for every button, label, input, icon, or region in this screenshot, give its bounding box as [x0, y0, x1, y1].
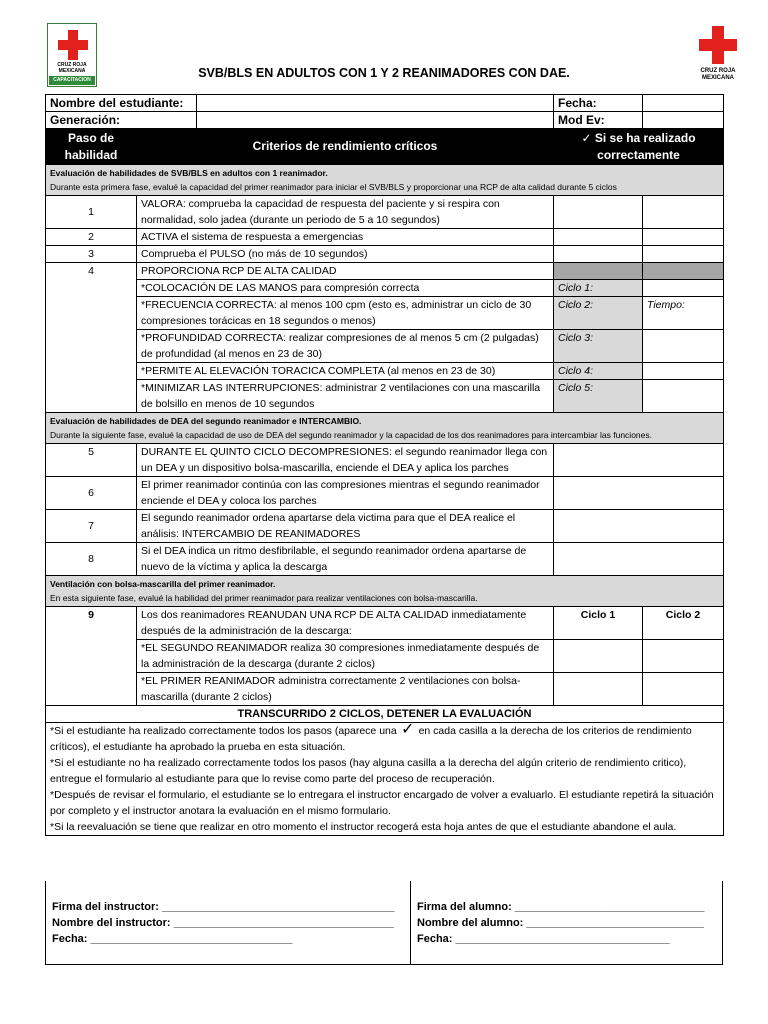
logo-left-band: CAPACITACION — [49, 76, 95, 85]
substep-row — [46, 380, 724, 413]
generation-row — [46, 112, 554, 129]
substep-criteria: *FRECUENCIA CORRECTA: al menos 100 cpm (esto es, administrar un ciclo de 30 compresiones torácicas en 18 segundos o menos) — [137, 297, 554, 330]
step-row — [46, 444, 724, 477]
criteria-column-header: Criterios de rendimiento críticos — [137, 129, 554, 165]
section-header — [46, 413, 724, 444]
step-criteria: Comprueba el PULSO (no más de 10 segundos) — [137, 246, 554, 263]
step-row — [46, 246, 724, 263]
section-header — [46, 576, 724, 607]
mod-ev-field[interactable] — [643, 112, 724, 129]
disabled-cell — [643, 263, 724, 280]
substep-criteria: *MINIMIZAR LAS INTERRUPCIONES: administrar 2 ventilaciones con una mascarilla de bolsillo en menos de 10 segundos — [137, 380, 554, 413]
stop-evaluation-banner: TRANSCURRIDO 2 CICLOS, DETENER LA EVALUACIÓN — [46, 706, 724, 723]
check-cell[interactable] — [643, 246, 724, 263]
note-passed-text-b: en cada casilla a la derecha de los criterios de rendimiento críticos), el estudiante ha aprobado la prueba en esta situación. — [50, 725, 692, 753]
step-number: 6 — [46, 477, 137, 510]
cycle-cell[interactable]: Ciclo 2: — [554, 297, 643, 330]
instructor-name-line[interactable]: Nombre del instructor: ____________________________________ — [52, 917, 394, 929]
note-reevaluation: *Después de revisar el formulario, el estudiante se lo entregara el instructor encargado de volver a evaluarlo. El estudiante repetirá la situación por completo y el instructor anotara la evaluación en el mismo formulario. — [50, 789, 714, 817]
cycle-cell[interactable]: Ciclo 3: — [554, 330, 643, 363]
cycle-cell[interactable]: Ciclo 4: — [554, 363, 643, 380]
extra-cell[interactable] — [643, 280, 724, 297]
step-criteria: Si el DEA indica un ritmo desfibrilable, el segundo reanimador ordena apartarse de nuevo de la víctima y aplica la descarga — [137, 543, 554, 576]
step-number: 8 — [46, 543, 137, 576]
step-number: 5 — [46, 444, 137, 477]
step-criteria: ACTIVA el sistema de respuesta a emergencias — [137, 229, 554, 246]
step-criteria: El segundo reanimador ordena apartarse dela victima para que el DEA realice el análisis: INTERCAMBIO DE REANIMADORES — [137, 510, 554, 543]
step-criteria: PROPORCIONA RCP DE ALTA CALIDAD — [137, 263, 554, 280]
extra-cell[interactable] — [643, 330, 724, 363]
check-cell[interactable] — [554, 229, 643, 246]
student-name-label: Nombre del estudiante: — [46, 95, 197, 111]
check-cell[interactable] — [554, 640, 643, 673]
cycle-cell[interactable]: Ciclo 1: — [554, 280, 643, 297]
step-number: 1 — [46, 196, 137, 229]
date-label: Fecha: — [554, 95, 643, 112]
substep-criteria: *PROFUNDIDAD CORRECTA: realizar compresiones de al menos 5 cm (2 pulgadas) de profundidad (al menos en 23 de 30) — [137, 330, 554, 363]
step-criteria: DURANTE EL QUINTO CICLO DECOMPRESIONES: el segundo reanimador llega con un DEA y un dispositivo bolsa-mascarilla, enciende el DEA y aplica los parches — [137, 444, 554, 477]
step-number: 7 — [46, 510, 137, 543]
document-title: SVB/BLS EN ADULTOS CON 1 Y 2 REANIMADORES CON DAE. — [198, 66, 570, 80]
cruz-roja-logo — [694, 26, 742, 84]
step-number: 9 — [46, 607, 137, 706]
check-cell[interactable] — [554, 444, 724, 477]
step-number: 2 — [46, 229, 137, 246]
step-row — [46, 543, 724, 576]
step-number: 3 — [46, 246, 137, 263]
substep-row — [46, 363, 724, 380]
note-passed — [50, 723, 719, 755]
substep-criteria: *EL PRIMER REANIMADOR administra correctamente 2 ventilaciones con bolsa-mascarilla (durante 2 ciclos) — [137, 673, 554, 706]
step-row — [46, 229, 724, 246]
check-cell[interactable] — [643, 673, 724, 706]
check-cell[interactable] — [643, 640, 724, 673]
cycle2-header: Ciclo 2 — [643, 607, 724, 640]
student-date-line[interactable]: Fecha: ___________________________________ — [417, 933, 670, 945]
signature-block — [45, 881, 723, 965]
extra-cell[interactable] — [643, 380, 724, 413]
substep-criteria: *PERMITE AL ELEVACIÓN TORACICA COMPLETA (al menos en 23 de 30) — [137, 363, 554, 380]
instructions-notes — [46, 723, 724, 836]
substep-criteria: *EL SEGUNDO REANIMADOR realiza 30 compresiones inmediatamente después de la administración de la descarga (durante 2 ciclos) — [137, 640, 554, 673]
logo-right-text: CRUZ ROJA MEXICANA — [700, 68, 736, 81]
section-title: Evaluación de habilidades de DEA del segundo reanimador e INTERCAMBIO. — [50, 416, 362, 426]
cycle-cell[interactable]: Ciclo 5: — [554, 380, 643, 413]
student-signature-column — [411, 881, 722, 964]
section-description: En esta siguiente fase, evalué la habilidad del primer reanimador para realizar ventilaciones con bolsa-mascarilla. — [50, 593, 478, 603]
section-description: Durante la siguiente fase, evalué la capacidad de uso de DEA del segundo reanimador y la capacidad de los dos reanimadores para intercambiar las funciones. — [50, 430, 652, 440]
student-name-line[interactable]: Nombre del alumno: _____________________________ — [417, 917, 704, 929]
red-cross-icon — [699, 26, 737, 64]
step-row — [46, 196, 724, 229]
extra-cell[interactable] — [643, 363, 724, 380]
substep-row — [46, 673, 724, 706]
date-field[interactable] — [643, 95, 724, 112]
step-criteria: Los dos reanimadores REANUDAN UNA RCP DE ALTA CALIDAD inmediatamente después de la administración de la descarga: — [137, 607, 554, 640]
red-cross-icon — [58, 30, 88, 60]
logo-left-text: CRUZ ROJA MEXICANA — [57, 62, 87, 74]
substep-criteria: *COLOCACIÓN DE LAS MANOS para compresión correcta — [137, 280, 554, 297]
note-failed: *Si el estudiante no ha realizado correctamente todos los pasos (hay alguna casilla a la derecha del algún criterio de rendimiento critico), entregue el formulario al estudiante para que lo revise como parte del proceso de recuperación. — [50, 757, 687, 785]
cycle1-header: Ciclo 1 — [554, 607, 643, 640]
step-row — [46, 510, 724, 543]
check-cell[interactable] — [554, 510, 724, 543]
checkmark-icon: ✓ — [581, 130, 592, 145]
generation-field[interactable] — [197, 112, 553, 128]
checkmark-icon: ✓ — [400, 721, 415, 738]
check-cell[interactable] — [554, 196, 643, 229]
step-number: 4 — [46, 263, 137, 413]
student-name-field[interactable] — [197, 95, 553, 111]
step-criteria: El primer reanimador continúa con las compresiones mientras el segundo reanimador enciende el DEA y coloca los parches — [137, 477, 554, 510]
step-row — [46, 607, 724, 640]
step-row — [46, 263, 724, 280]
check-cell[interactable] — [554, 543, 724, 576]
generation-label: Generación: — [46, 112, 197, 128]
note-passed-text-a: *Si el estudiante ha realizado correctamente todos los pasos (aparece una — [50, 725, 397, 737]
check-cell[interactable] — [554, 477, 724, 510]
cruz-roja-capacitacion-logo — [47, 23, 97, 87]
section-title: Ventilación con bolsa-mascarilla del primer reanimador. — [50, 579, 276, 589]
step-column-header: Paso de habilidad — [46, 129, 137, 165]
step-criteria: VALORA: comprueba la capacidad de respuesta del paciente y si respira con normalidad, solo jadea (durante un periodo de 5 a 10 segundos) — [137, 196, 554, 229]
check-cell[interactable] — [643, 196, 724, 229]
student-name-row — [46, 95, 554, 112]
section-description: Durante esta primera fase, evalué la capacidad del primer reanimador para iniciar el SVB/BLS y proporcionar una RCP de alta calidad durante 5 ciclos — [50, 182, 617, 192]
check-cell[interactable] — [643, 229, 724, 246]
check-cell[interactable] — [554, 246, 643, 263]
step-row — [46, 477, 724, 510]
substep-row — [46, 330, 724, 363]
done-column-label: Si se ha realizado correctamente — [594, 130, 696, 162]
section-header — [46, 165, 724, 196]
evaluation-table — [45, 94, 724, 836]
time-cell[interactable]: Tiempo: — [643, 297, 724, 330]
student-signature-line[interactable]: Firma del alumno: _______________________________ — [417, 901, 705, 913]
done-column-header — [554, 129, 724, 165]
substep-row — [46, 640, 724, 673]
substep-row — [46, 280, 724, 297]
check-cell[interactable] — [554, 673, 643, 706]
note-later: *Si la reevaluación se tiene que realizar en otro momento el instructor recogerá esta hoja antes de que el estudiante abandone el aula. — [50, 821, 677, 833]
disabled-cell — [554, 263, 643, 280]
instructor-date-line[interactable]: Fecha: _________________________________ — [52, 933, 293, 945]
instructor-signature-line[interactable]: Firma del instructor: ______________________________________ — [52, 901, 395, 913]
section-title: Evaluación de habilidades de SVB/BLS en adultos con 1 reanimador. — [50, 168, 328, 178]
instructor-signature-column — [46, 881, 411, 964]
substep-row — [46, 297, 724, 330]
mod-ev-label: Mod Ev: — [554, 112, 643, 129]
